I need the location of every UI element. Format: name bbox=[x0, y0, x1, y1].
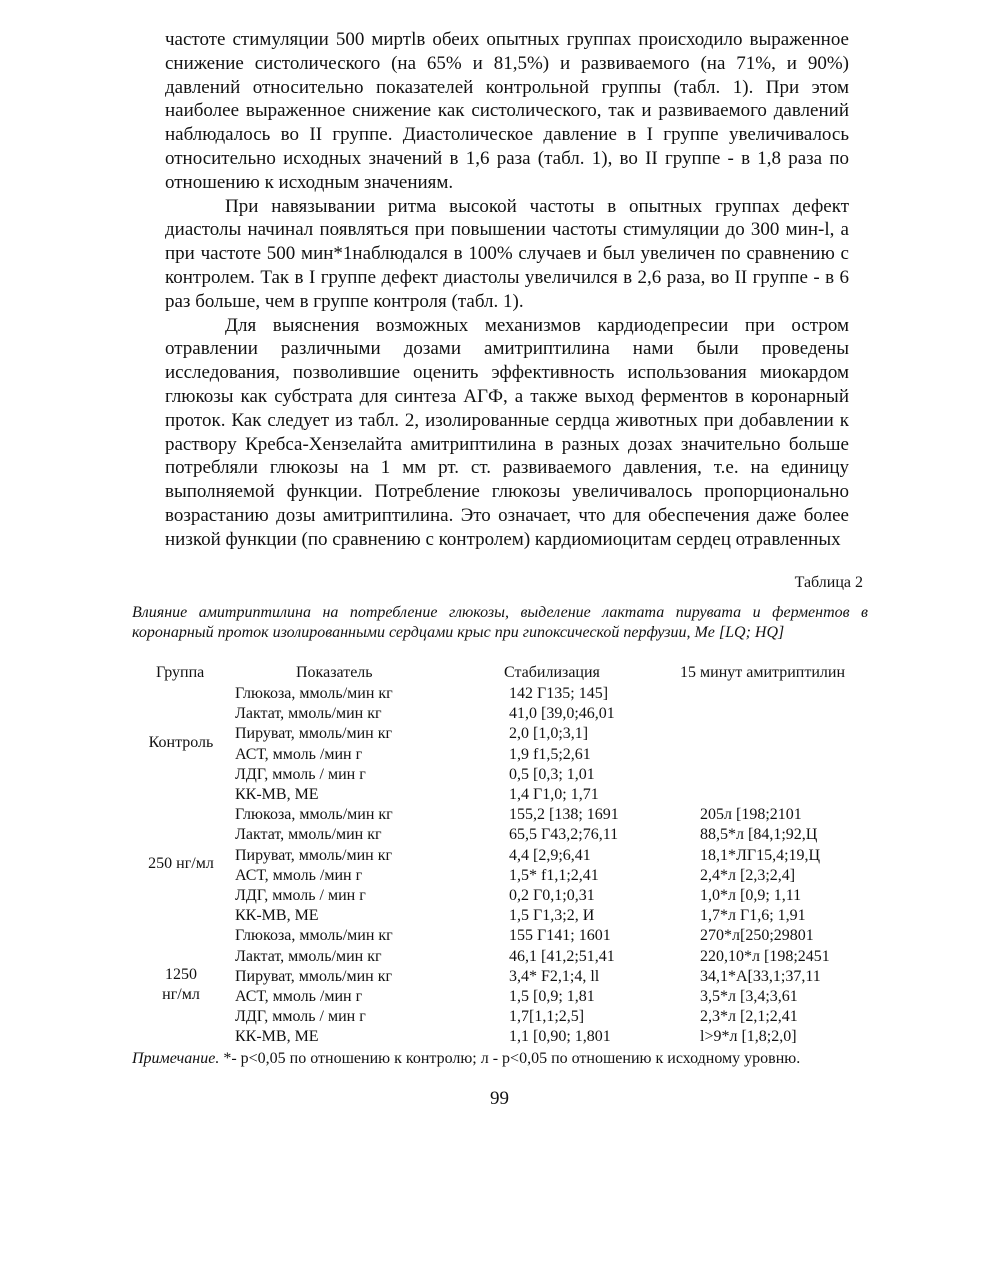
table-row bbox=[133, 906, 993, 926]
table-row bbox=[133, 724, 993, 744]
indicator-cell: Лактат, ммоль/мин кг bbox=[235, 947, 382, 965]
table-row bbox=[133, 947, 993, 967]
stabilization-cell: 65,5 Г43,2;76,11 bbox=[509, 826, 619, 844]
amitriptyline-cell: 88,5*л [84,1;92,Ц bbox=[700, 826, 818, 844]
header-stabilization: Стабилизация bbox=[504, 664, 600, 681]
header-group: Группа bbox=[156, 664, 205, 681]
paragraph-3: Для выяснения возможных механизмов кардиодепресии при остром отравлении различными дозами амитриптилина нами были проведены исследования, позволившие оценить эффективность использования миокардом глюкозы как субстрата для синтеза АГФ, а также выход ферментов в коронарный проток. Как следует из табл. 2, изолированные сердца животных при добавлении к раствору Кребса-Хензелайта амитриптилина в разных дозах значительно больше потребляли глюкозы на 1 мм рт. ст. развиваемого давления, т.е. на единицу выполняемой функции. Потребление глюкозы увеличивалось пропорционально возрастанию дозы амитриптилина. Это означает, что для обеспечения даже более низкой функции (по сравнению с контролем) кардиомиоцитам сердец отравленных bbox=[165, 314, 849, 550]
stabilization-cell: 155,2 [138; 1691 bbox=[509, 806, 619, 824]
stabilization-cell: 1,5 [0,9; 1,81 bbox=[509, 987, 595, 1005]
stabilization-cell: 41,0 [39,0;46,01 bbox=[509, 705, 615, 723]
table-label: Таблица 2 bbox=[794, 574, 863, 591]
indicator-cell: ЛДГ, ммоль / мин г bbox=[235, 1008, 366, 1026]
amitriptyline-cell: l>9*л [1,8;2,0] bbox=[700, 1028, 797, 1046]
amitriptyline-cell: 220,10*л [198;2451 bbox=[700, 947, 830, 965]
amitriptyline-cell: 205л [198;2101 bbox=[700, 806, 802, 824]
table-row bbox=[133, 1027, 993, 1047]
table-group bbox=[133, 926, 993, 1047]
indicator-cell: Пируват, ммоль/мин кг bbox=[235, 967, 393, 985]
indicator-cell: Пируват, ммоль/мин кг bbox=[235, 846, 393, 864]
paragraph-2: При навязывании ритма высокой частоты в опытных группах дефект диастолы начинал появляться при повышении частоты стимуляции до 300 мин-l, а при частоте 500 мин*1наблюдался в 100% случаев и был увеличен по сравнению с контролем. Так в I группе дефект диастолы увеличился в 2,6 раза, во II группе - в 6 раз больше, чем в группе контроля (табл. 1). bbox=[165, 195, 849, 312]
body-text bbox=[165, 28, 849, 552]
table-row bbox=[133, 926, 993, 946]
indicator-cell: АСТ, ммоль /мин г bbox=[235, 745, 363, 763]
indicator-cell: КК-МВ, МЕ bbox=[235, 907, 319, 925]
indicator-cell: Лактат, ммоль/мин кг bbox=[235, 705, 382, 723]
indicator-cell: АСТ, ммоль /мин г bbox=[235, 987, 363, 1005]
table-row bbox=[133, 765, 993, 785]
table-row bbox=[133, 825, 993, 845]
indicator-cell: Глюкоза, ммоль/мин кг bbox=[235, 685, 393, 702]
stabilization-cell: 142 Г135; 145] bbox=[509, 685, 609, 702]
page-number: 99 bbox=[490, 1088, 509, 1109]
table-group bbox=[133, 684, 993, 805]
table-row bbox=[133, 987, 993, 1007]
group-label-line: нг/мл bbox=[162, 985, 200, 1003]
group-label-line: Контроль bbox=[148, 733, 214, 751]
table-row bbox=[133, 684, 993, 704]
table-group bbox=[133, 805, 993, 926]
indicator-cell: Глюкоза, ммоль/мин кг bbox=[235, 806, 393, 824]
indicator-cell: ЛДГ, ммоль / мин г bbox=[235, 886, 366, 904]
table-row bbox=[133, 805, 993, 825]
stabilization-cell: 1,4 Г1,0; 1,71 bbox=[509, 786, 599, 803]
amitriptyline-cell: 2,4*л [2,3;2,4] bbox=[700, 866, 796, 884]
stabilization-cell: 3,4* F2,1;4, ll bbox=[509, 967, 600, 985]
table-body bbox=[133, 684, 993, 1048]
amitriptyline-cell: 18,1*ЛГ15,4;19,Ц bbox=[700, 846, 821, 864]
stabilization-cell: 1,9 f1,5;2,61 bbox=[509, 745, 591, 763]
group-label-line: 250 нг/мл bbox=[148, 854, 214, 872]
group-label-line: 1250 bbox=[165, 965, 197, 983]
indicator-cell: Лактат, ммоль/мин кг bbox=[235, 826, 382, 844]
amitriptyline-cell: 34,1*А[33,1;37,11 bbox=[700, 967, 821, 985]
stabilization-cell: 4,4 [2,9;6,41 bbox=[509, 846, 591, 864]
header-indicator: Показатель bbox=[296, 664, 373, 681]
amitriptyline-cell: 2,3*л [2,1;2,41 bbox=[700, 1008, 798, 1026]
table-caption: Влияние амитриптилина на потребление глюкозы, выделение лактата пирувата и ферментов в коронарный проток изолированными сердцами крыс при гипоксической перфузии, Me [LQ; HQ] bbox=[132, 604, 868, 641]
header-amitriptyline: 15 минут амитриптилин bbox=[680, 664, 846, 681]
table-row bbox=[133, 704, 993, 724]
stabilization-cell: 1,7[1,1;2,5] bbox=[509, 1008, 585, 1026]
stabilization-cell: 0,2 Г0,1;0,31 bbox=[509, 886, 595, 904]
indicator-cell: АСТ, ммоль /мин г bbox=[235, 866, 363, 884]
table-row bbox=[133, 785, 993, 805]
indicator-cell: Глюкоза, ммоль/мин кг bbox=[235, 927, 393, 945]
table-row bbox=[133, 1007, 993, 1027]
amitriptyline-cell: 270*л[250;29801 bbox=[700, 927, 814, 945]
stabilization-cell: 46,1 [41,2;51,41 bbox=[509, 947, 615, 965]
table-note bbox=[132, 1050, 800, 1068]
stabilization-cell: 1,1 [0,90; 1,801 bbox=[509, 1028, 611, 1046]
amitriptyline-cell: 1,0*л [0,9; 1,11 bbox=[700, 886, 802, 904]
indicator-cell: ЛДГ, ммоль / мин г bbox=[235, 765, 366, 783]
stabilization-cell: 0,5 [0,3; 1,01 bbox=[509, 765, 595, 783]
stabilization-cell: 155 Г141; 1601 bbox=[509, 927, 611, 945]
stabilization-cell: 2,0 [1,0;3,1] bbox=[509, 725, 589, 743]
indicator-cell: Пируват, ммоль/мин кг bbox=[235, 725, 393, 743]
indicator-cell: КК-МВ, МЕ bbox=[235, 786, 319, 803]
amitriptyline-cell: 1,7*л Г1,6; 1,91 bbox=[700, 907, 806, 925]
note-label: Примечание. bbox=[132, 1050, 220, 1067]
stabilization-cell: 1,5* f1,1;2,41 bbox=[509, 866, 599, 884]
table-row bbox=[133, 886, 993, 906]
note-text: *- р<0,05 по отношению к контролю; л - р<0,05 по отношению к исходному уровню. bbox=[223, 1050, 801, 1067]
table-row bbox=[133, 745, 993, 765]
stabilization-cell: 1,5 Г1,3;2, И bbox=[509, 907, 595, 925]
amitriptyline-cell: 3,5*л [3,4;3,61 bbox=[700, 987, 798, 1005]
paragraph-1: частоте стимуляции 500 миртlв обеих опытных группах происходило выраженное снижение систолического (на 65% и 81,5%) и развиваемого (на 71%, и 90%) давлений относительно показателей контрольной группы (табл. 1). При этом наиболее выраженное снижение как систолического, так и развиваемого давлений наблюдалось во II группе. Диастолическое давление в I группе увеличивалось относительно исходных значений в 1,6 раза (табл. 1), во II группе - в 1,8 раза по отношению к исходным значениям. bbox=[165, 29, 849, 193]
indicator-cell: КК-МВ, МЕ bbox=[235, 1028, 319, 1046]
table-row bbox=[133, 967, 993, 987]
table-row bbox=[133, 866, 993, 886]
table-row bbox=[133, 846, 993, 866]
